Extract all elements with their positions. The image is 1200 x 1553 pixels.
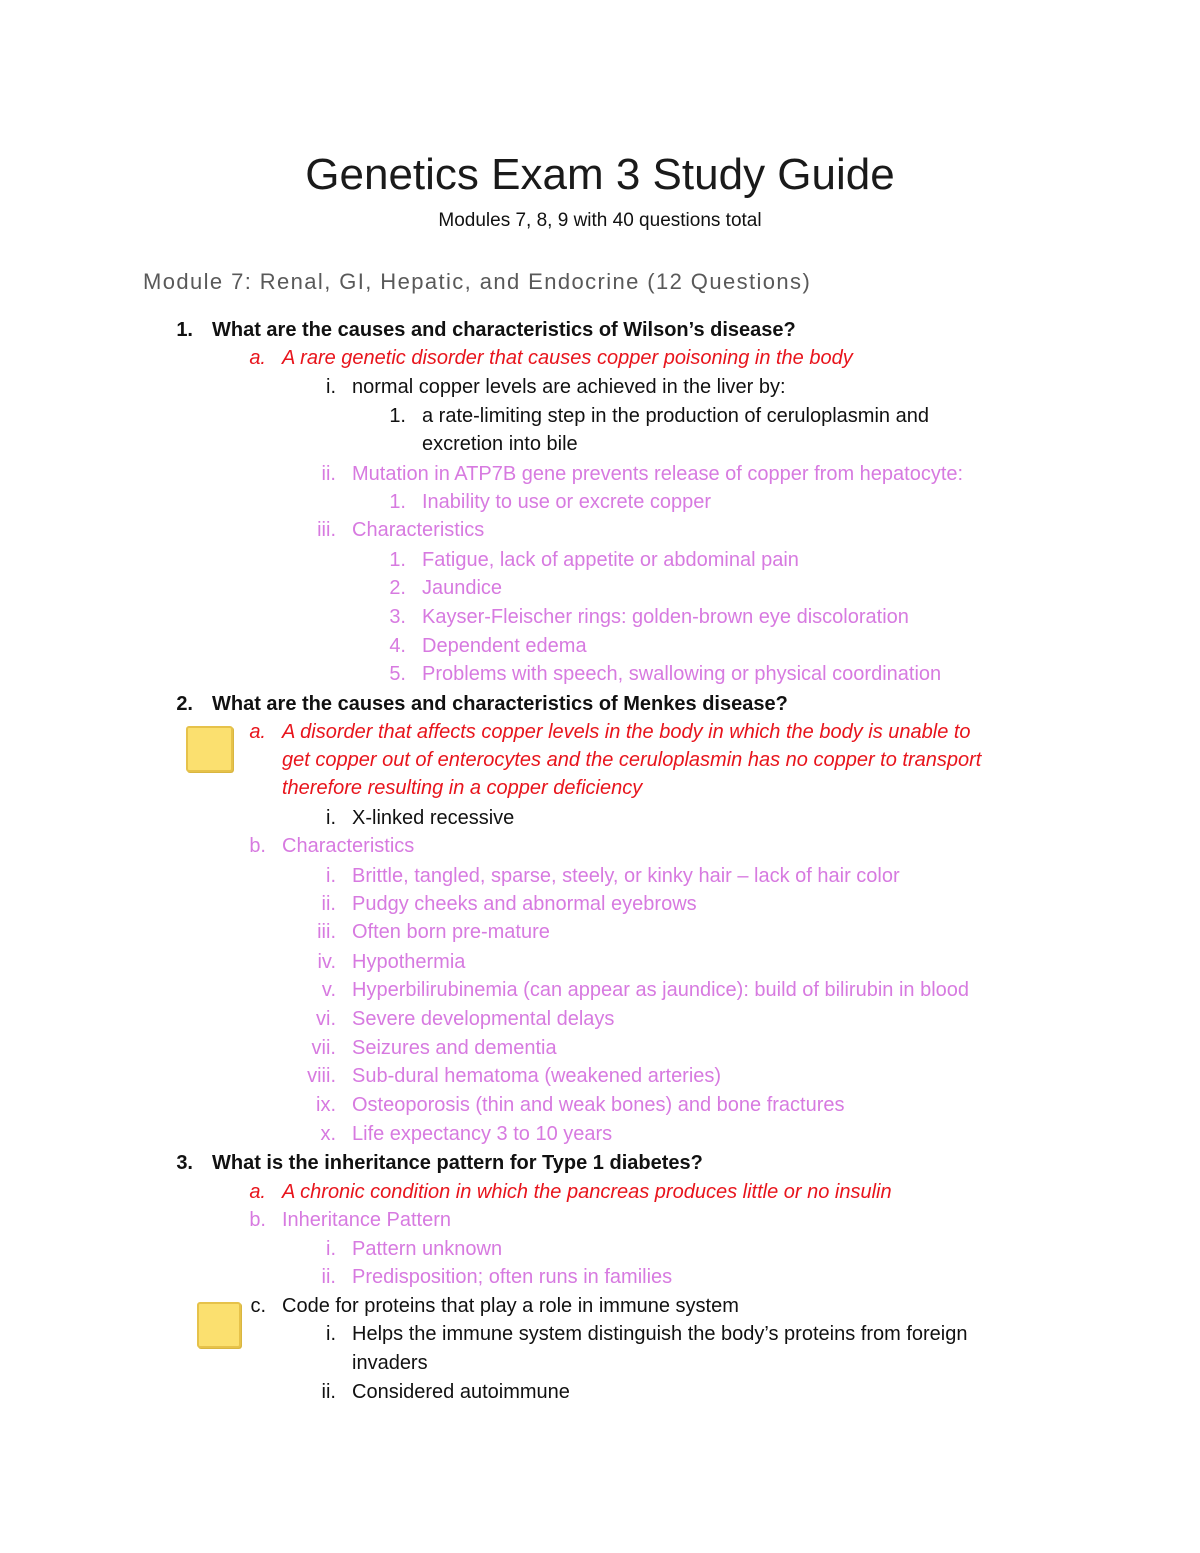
list-marker: 2. [176, 693, 193, 715]
list-marker: 1. [389, 549, 406, 571]
list-item-text: Jaundice [422, 577, 503, 599]
list-marker: 3. [389, 606, 406, 628]
list-item-text: excretion into bile [422, 433, 578, 455]
list-item-text: a rate-limiting step in the production of ceruloplasmin and [422, 405, 929, 427]
list-marker: vi. [316, 1008, 336, 1030]
list-item-text: Hyperbilirubinemia (can appear as jaundice): build of bilirubin in blood [352, 979, 970, 1001]
question-text: What are the causes and characteristics of Menkes disease? [212, 693, 788, 715]
list-marker: 1. [176, 319, 193, 341]
list-marker: ix. [316, 1094, 336, 1116]
list-marker: 1. [389, 405, 406, 427]
list-item-text: therefore resulting in a copper deficiency [282, 777, 643, 799]
list-item-text: A chronic condition in which the pancreas produces little or no insulin [282, 1181, 892, 1203]
list-item-text: Predisposition; often runs in families [352, 1266, 673, 1288]
module-heading: Module 7: Renal, GI, Hepatic, and Endocrine (12 Questions) [143, 269, 812, 294]
list-marker: a. [249, 347, 266, 369]
list-item-text: Characteristics [352, 519, 485, 541]
list-marker: i. [326, 865, 336, 887]
list-marker: b. [249, 835, 266, 857]
question-text: What are the causes and characteristics of Wilson’s disease? [212, 319, 796, 341]
list-item-text: Osteoporosis (thin and weak bones) and bone fractures [352, 1094, 845, 1116]
list-item-text: Helps the immune system distinguish the body’s proteins from foreign [352, 1323, 968, 1345]
list-marker: x. [320, 1123, 336, 1145]
list-marker: ii. [321, 1266, 336, 1288]
list-item-text: Seizures and dementia [352, 1037, 557, 1059]
list-marker: i. [326, 1238, 336, 1260]
list-marker: iv. [317, 951, 336, 973]
list-marker: a. [249, 721, 266, 743]
list-item-text: Pattern unknown [352, 1238, 503, 1260]
list-marker: v. [321, 979, 336, 1001]
list-item-text: Life expectancy 3 to 10 years [352, 1123, 613, 1145]
list-item-text: Mutation in ATP7B gene prevents release of copper from hepatocyte: [352, 463, 964, 485]
list-marker: i. [326, 807, 336, 829]
list-marker: 1. [389, 491, 406, 513]
list-item-text: Fatigue, lack of appetite or abdominal pain [422, 549, 799, 571]
list-marker: i. [326, 376, 336, 398]
list-item-text: Brittle, tangled, sparse, steely, or kinky hair – lack of hair color [352, 865, 900, 887]
list-marker: c. [250, 1295, 266, 1317]
list-item-text: normal copper levels are achieved in the liver by: [352, 376, 786, 398]
list-marker: 3. [176, 1152, 193, 1174]
list-item-text: Inheritance Pattern [282, 1209, 451, 1231]
list-item-text: Code for proteins that play a role in immune system [282, 1295, 739, 1317]
list-item-text: Dependent edema [422, 635, 587, 657]
list-marker: iii. [317, 519, 336, 541]
sticky-note-icon[interactable] [186, 726, 233, 772]
list-item-text: Considered autoimmune [352, 1381, 570, 1403]
list-marker: 2. [389, 577, 406, 599]
list-item-text: invaders [352, 1352, 428, 1374]
list-marker: viii. [307, 1065, 336, 1087]
list-marker: ii. [321, 893, 336, 915]
list-marker: ii. [321, 463, 336, 485]
list-marker: 4. [389, 635, 406, 657]
list-item-text: Sub-dural hematoma (weakened arteries) [352, 1065, 722, 1087]
list-marker: i. [326, 1323, 336, 1345]
question-text: What is the inheritance pattern for Type 1 diabetes? [212, 1152, 703, 1174]
list-marker: vii. [311, 1037, 336, 1059]
list-item-text: get copper out of enterocytes and the ceruloplasmin has no copper to transport [282, 749, 982, 771]
list-item-text: A rare genetic disorder that causes copper poisoning in the body [282, 347, 853, 369]
list-item-text: Characteristics [282, 835, 415, 857]
list-item-text: Pudgy cheeks and abnormal eyebrows [352, 893, 697, 915]
list-item-text: Kayser-Fleischer rings: golden-brown eye discoloration [422, 606, 909, 628]
list-marker: a. [249, 1181, 266, 1203]
list-marker: iii. [317, 921, 336, 943]
list-item-text: A disorder that affects copper levels in the body in which the body is unable to [282, 721, 971, 743]
list-item-text: Problems with speech, swallowing or physical coordination [422, 663, 942, 685]
list-marker: b. [249, 1209, 266, 1231]
list-marker: ii. [321, 1381, 336, 1403]
list-item-text: Inability to use or excrete copper [422, 491, 712, 513]
list-item-text: Hypothermia [352, 951, 466, 973]
list-marker: 5. [389, 663, 406, 685]
sticky-note-icon[interactable] [197, 1302, 241, 1348]
list-item-text: Severe developmental delays [352, 1008, 615, 1030]
page-title: Genetics Exam 3 Study Guide [305, 150, 895, 199]
list-item-text: Often born pre-mature [352, 921, 550, 943]
page-subtitle: Modules 7, 8, 9 with 40 questions total [438, 210, 762, 231]
list-item-text: X-linked recessive [352, 807, 515, 829]
